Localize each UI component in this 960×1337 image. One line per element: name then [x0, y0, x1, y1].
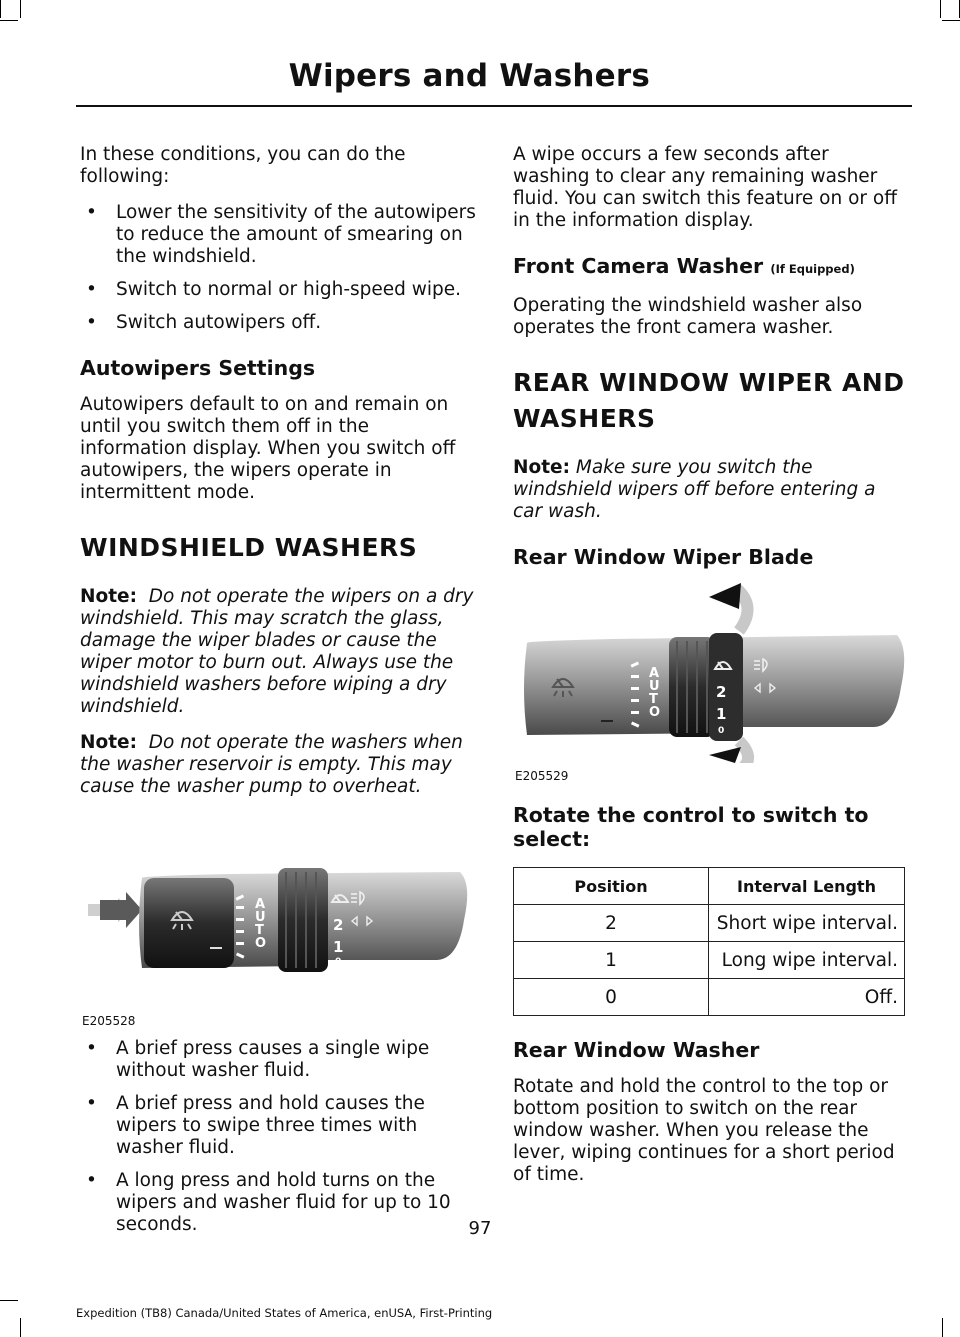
column-header-position: Position — [514, 868, 709, 905]
figure-code: E205528 — [82, 1014, 136, 1028]
press-arrow-icon — [100, 892, 142, 928]
auto-label: A — [649, 666, 660, 681]
front-camera-washer-heading: Front Camera Washer (If Equipped) — [513, 254, 855, 278]
page-number: 97 — [468, 1218, 492, 1239]
figure-code: E205529 — [515, 769, 569, 783]
autowipers-settings-text: Autowipers default to on and remain on until you switch them off in the information display. When you switch off autowipers, the wipers operate in intermittent mode. — [80, 394, 456, 503]
svg-text:U: U — [255, 910, 266, 925]
list-item: • A brief press causes a single wipe without washer fluid. — [86, 1038, 430, 1081]
interval-table — [513, 867, 905, 1016]
position-0-label: 0 — [718, 726, 725, 736]
position-2-label: 2 — [333, 916, 344, 934]
table-row — [514, 979, 905, 1016]
rear-wiper-illustration — [513, 583, 909, 763]
note-car-wash: Note: Make sure you switch the windshield wipers off before entering a car wash. — [513, 457, 876, 522]
column-header-interval: Interval Length — [709, 868, 905, 905]
crop-mark — [0, 0, 1, 18]
conditions-list — [80, 202, 476, 334]
interval-cell: Long wipe interval. — [709, 942, 905, 979]
table-row — [514, 905, 905, 942]
svg-text:T: T — [649, 692, 658, 707]
position-1-label: 1 — [716, 705, 727, 723]
interval-cell: Short wipe interval. — [709, 905, 905, 942]
front-camera-washer-text: Operating the windshield washer also operates the front camera washer. — [513, 295, 863, 338]
rear-wiper-figure — [513, 583, 909, 783]
note-empty-reservoir: Note: Do not operate the washers when the washer reservoir is empty. This may cause the washer pump to overheat. — [80, 732, 463, 797]
wipe-after-wash-text: A wipe occurs a few seconds after washing to clear any remaining washer fluid. You can switch this feature on or off in the information display. — [513, 144, 897, 231]
crop-mark — [0, 1300, 18, 1301]
crop-mark — [942, 20, 960, 21]
table-row — [514, 942, 905, 979]
interval-cell: Off. — [709, 979, 905, 1016]
washer-press-list — [80, 1038, 476, 1236]
position-cell: 2 — [514, 905, 709, 942]
auto-label: A — [255, 897, 266, 912]
position-2-label: 2 — [716, 683, 727, 701]
position-cell: 1 — [514, 942, 709, 979]
autowipers-settings-heading: Autowipers Settings — [80, 356, 316, 380]
left-column — [80, 144, 476, 1252]
svg-text:U: U — [649, 679, 660, 694]
list-item: • A long press and hold turns on the wipers and washer fluid for up to 10 seconds. — [86, 1170, 451, 1235]
rear-wiper-blade-heading: Rear Window Wiper Blade — [513, 545, 814, 569]
rotate-control-heading: Rotate the control to switch to select: — [513, 803, 869, 851]
crop-mark — [0, 20, 18, 21]
wiper-stalk-illustration — [80, 848, 476, 1008]
footer-text: Expedition (TB8) Canada/United States of America, enUSA, First-Printing — [76, 1306, 493, 1320]
rear-window-washer-text: Rotate and hold the control to the top or bottom position to switch on the rear window washer. When you release the lever, wiping continues for a short period of time. — [513, 1076, 895, 1185]
rotary-ring — [669, 637, 715, 737]
rear-window-washer-heading: Rear Window Washer — [513, 1038, 760, 1062]
list-item: • Switch autowipers off. — [86, 312, 322, 333]
rotate-up-arrow-icon — [709, 583, 741, 609]
page-title: Wipers and Washers — [288, 58, 650, 94]
wiper-stalk-figure — [80, 848, 476, 1028]
rear-window-heading: REAR WINDOW WIPER AND WASHERS — [513, 368, 905, 433]
list-item: • A brief press and hold causes the wipers to swipe three times with washer fluid. — [86, 1093, 425, 1158]
table-header-row — [514, 868, 905, 905]
intro-text: In these conditions, you can do the following: — [80, 144, 406, 187]
rotate-down-arrow-icon — [709, 747, 741, 763]
svg-text:O: O — [255, 936, 267, 951]
right-column — [513, 144, 909, 1200]
svg-text:O: O — [649, 705, 661, 720]
position-cell: 0 — [514, 979, 709, 1016]
header-rule — [76, 105, 912, 107]
list-item: • Switch to normal or high-speed wipe. — [86, 279, 462, 300]
crop-mark — [20, 0, 21, 18]
crop-mark — [942, 1318, 943, 1337]
svg-text:T: T — [255, 923, 264, 938]
position-0-label: 0 — [335, 957, 342, 967]
list-item: • Lower the sensitivity of the autowipers to reduce the amount of smearing on the windshield. — [86, 202, 476, 267]
position-1-label: 1 — [333, 938, 344, 956]
windshield-washers-heading: WINDSHIELD WASHERS — [80, 533, 418, 562]
crop-mark — [20, 1318, 21, 1337]
crop-mark — [940, 0, 941, 18]
washer-end-button — [144, 878, 234, 968]
note-dry-windshield: Note: Do not operate the wipers on a dry windshield. This may scratch the glass, damage the wiper blades or cause the wiper motor to burn out. Always use the windshield washers before wiping a dry windshield. — [80, 586, 474, 717]
